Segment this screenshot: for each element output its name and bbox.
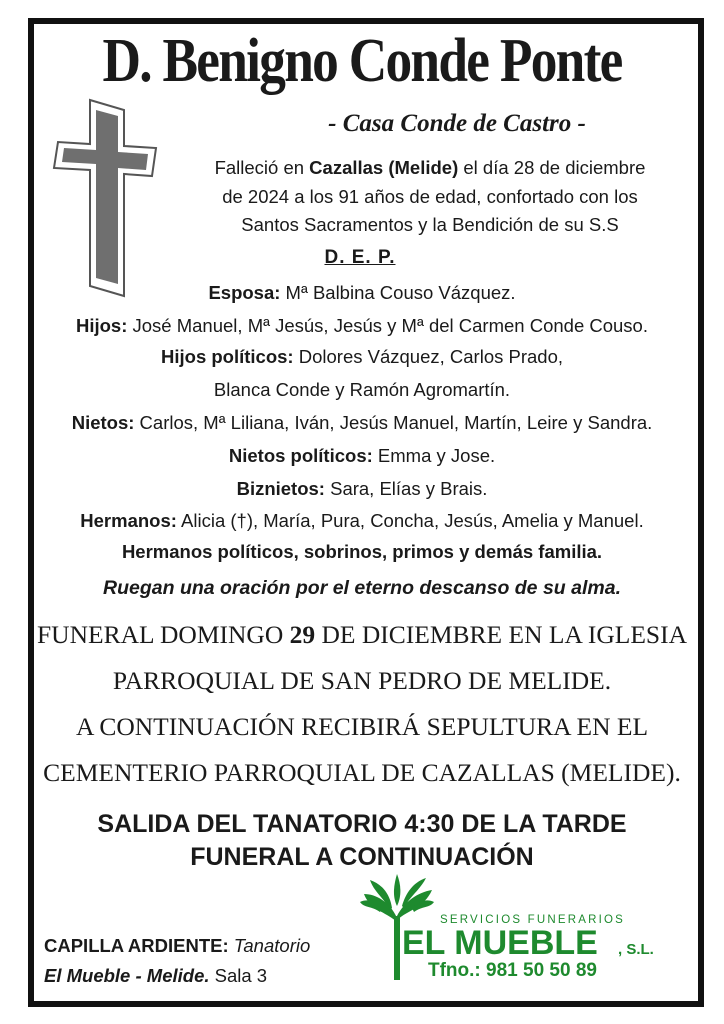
departure-line-1: SALIDA DEL TANATORIO 4:30 DE LA TARDE	[97, 810, 627, 838]
family-hijos-politicos-2: Blanca Conde y Ramón Agromartín.	[213, 379, 511, 400]
family-nietos-politicos: Nietos políticos: Emma y Jose.	[228, 445, 496, 466]
funeral-line-2: PARROQUIAL DE SAN PEDRO DE MELIDE.	[112, 666, 612, 695]
family-hijos: Hijos: José Manuel, Mª Jesús, Jesús y Mª del Carmen Conde Couso.	[75, 315, 648, 336]
family-hijos-politicos: Hijos políticos: Dolores Vázquez, Carlos Prado,	[161, 346, 563, 367]
death-place: Cazallas (Melide)	[309, 157, 459, 178]
family-hermanos: Hermanos: Alicia (†), María, Pura, Concha, Jesús, Amelia y Manuel.	[80, 510, 644, 531]
departure-line-2: FUNERAL A CONTINUACIÓN	[190, 843, 534, 871]
family-biznietos: Biznietos: Sara, Elías y Brais.	[236, 478, 488, 499]
family-rest: Hermanos políticos, sobrinos, primos y demás familia.	[121, 541, 603, 562]
logo-phone: Tfno.: 981 50 50 89	[428, 960, 597, 981]
death-line-3: Santos Sacramentos y la Bendición de su S.S	[241, 214, 619, 235]
family-esposa: Esposa: Mª Balbina Couso Vázquez.	[208, 282, 516, 303]
chapel-line-1: CAPILLA ARDIENTE: Tanatorio	[44, 935, 311, 956]
funeral-line-4: CEMENTERIO PARROQUIAL DE CAZALLAS (MELIDE).	[43, 758, 681, 787]
family-nietos: Nietos: Carlos, Mª Liliana, Iván, Jesús Manuel, Martín, Leire y Sandra.	[71, 412, 653, 433]
dep-heading: D. E. P.	[324, 247, 396, 268]
death-line-1: Falleció en Cazallas (Melide) el día 28 de diciembre	[214, 157, 646, 178]
funeral-line-3: A CONTINUACIÓN RECIBIRÁ SEPULTURA EN EL	[75, 712, 649, 741]
funeral-line-1: FUNERAL DOMINGO 29 DE DICIEMBRE EN LA IGLESIA	[37, 620, 687, 649]
cross-icon	[52, 98, 162, 298]
funeral-home-logo	[360, 872, 680, 982]
chapel-line-2: El Mueble - Melide. Sala 3	[44, 965, 268, 986]
deceased-name: D. Benigno Conde Ponte	[102, 27, 622, 95]
prayer-line: Ruegan una oración por el eterno descanso de su alma.	[103, 577, 621, 599]
house-name: - Casa Conde de Castro -	[328, 110, 586, 137]
logo-suffix: , S.L.	[618, 941, 654, 958]
logo-tagline: SERVICIOS FUNERARIOS	[440, 914, 626, 926]
logo-brand: EL MUEBLE	[402, 924, 598, 962]
death-line-2: de 2024 a los 91 años de edad, confortado con los	[222, 186, 638, 207]
